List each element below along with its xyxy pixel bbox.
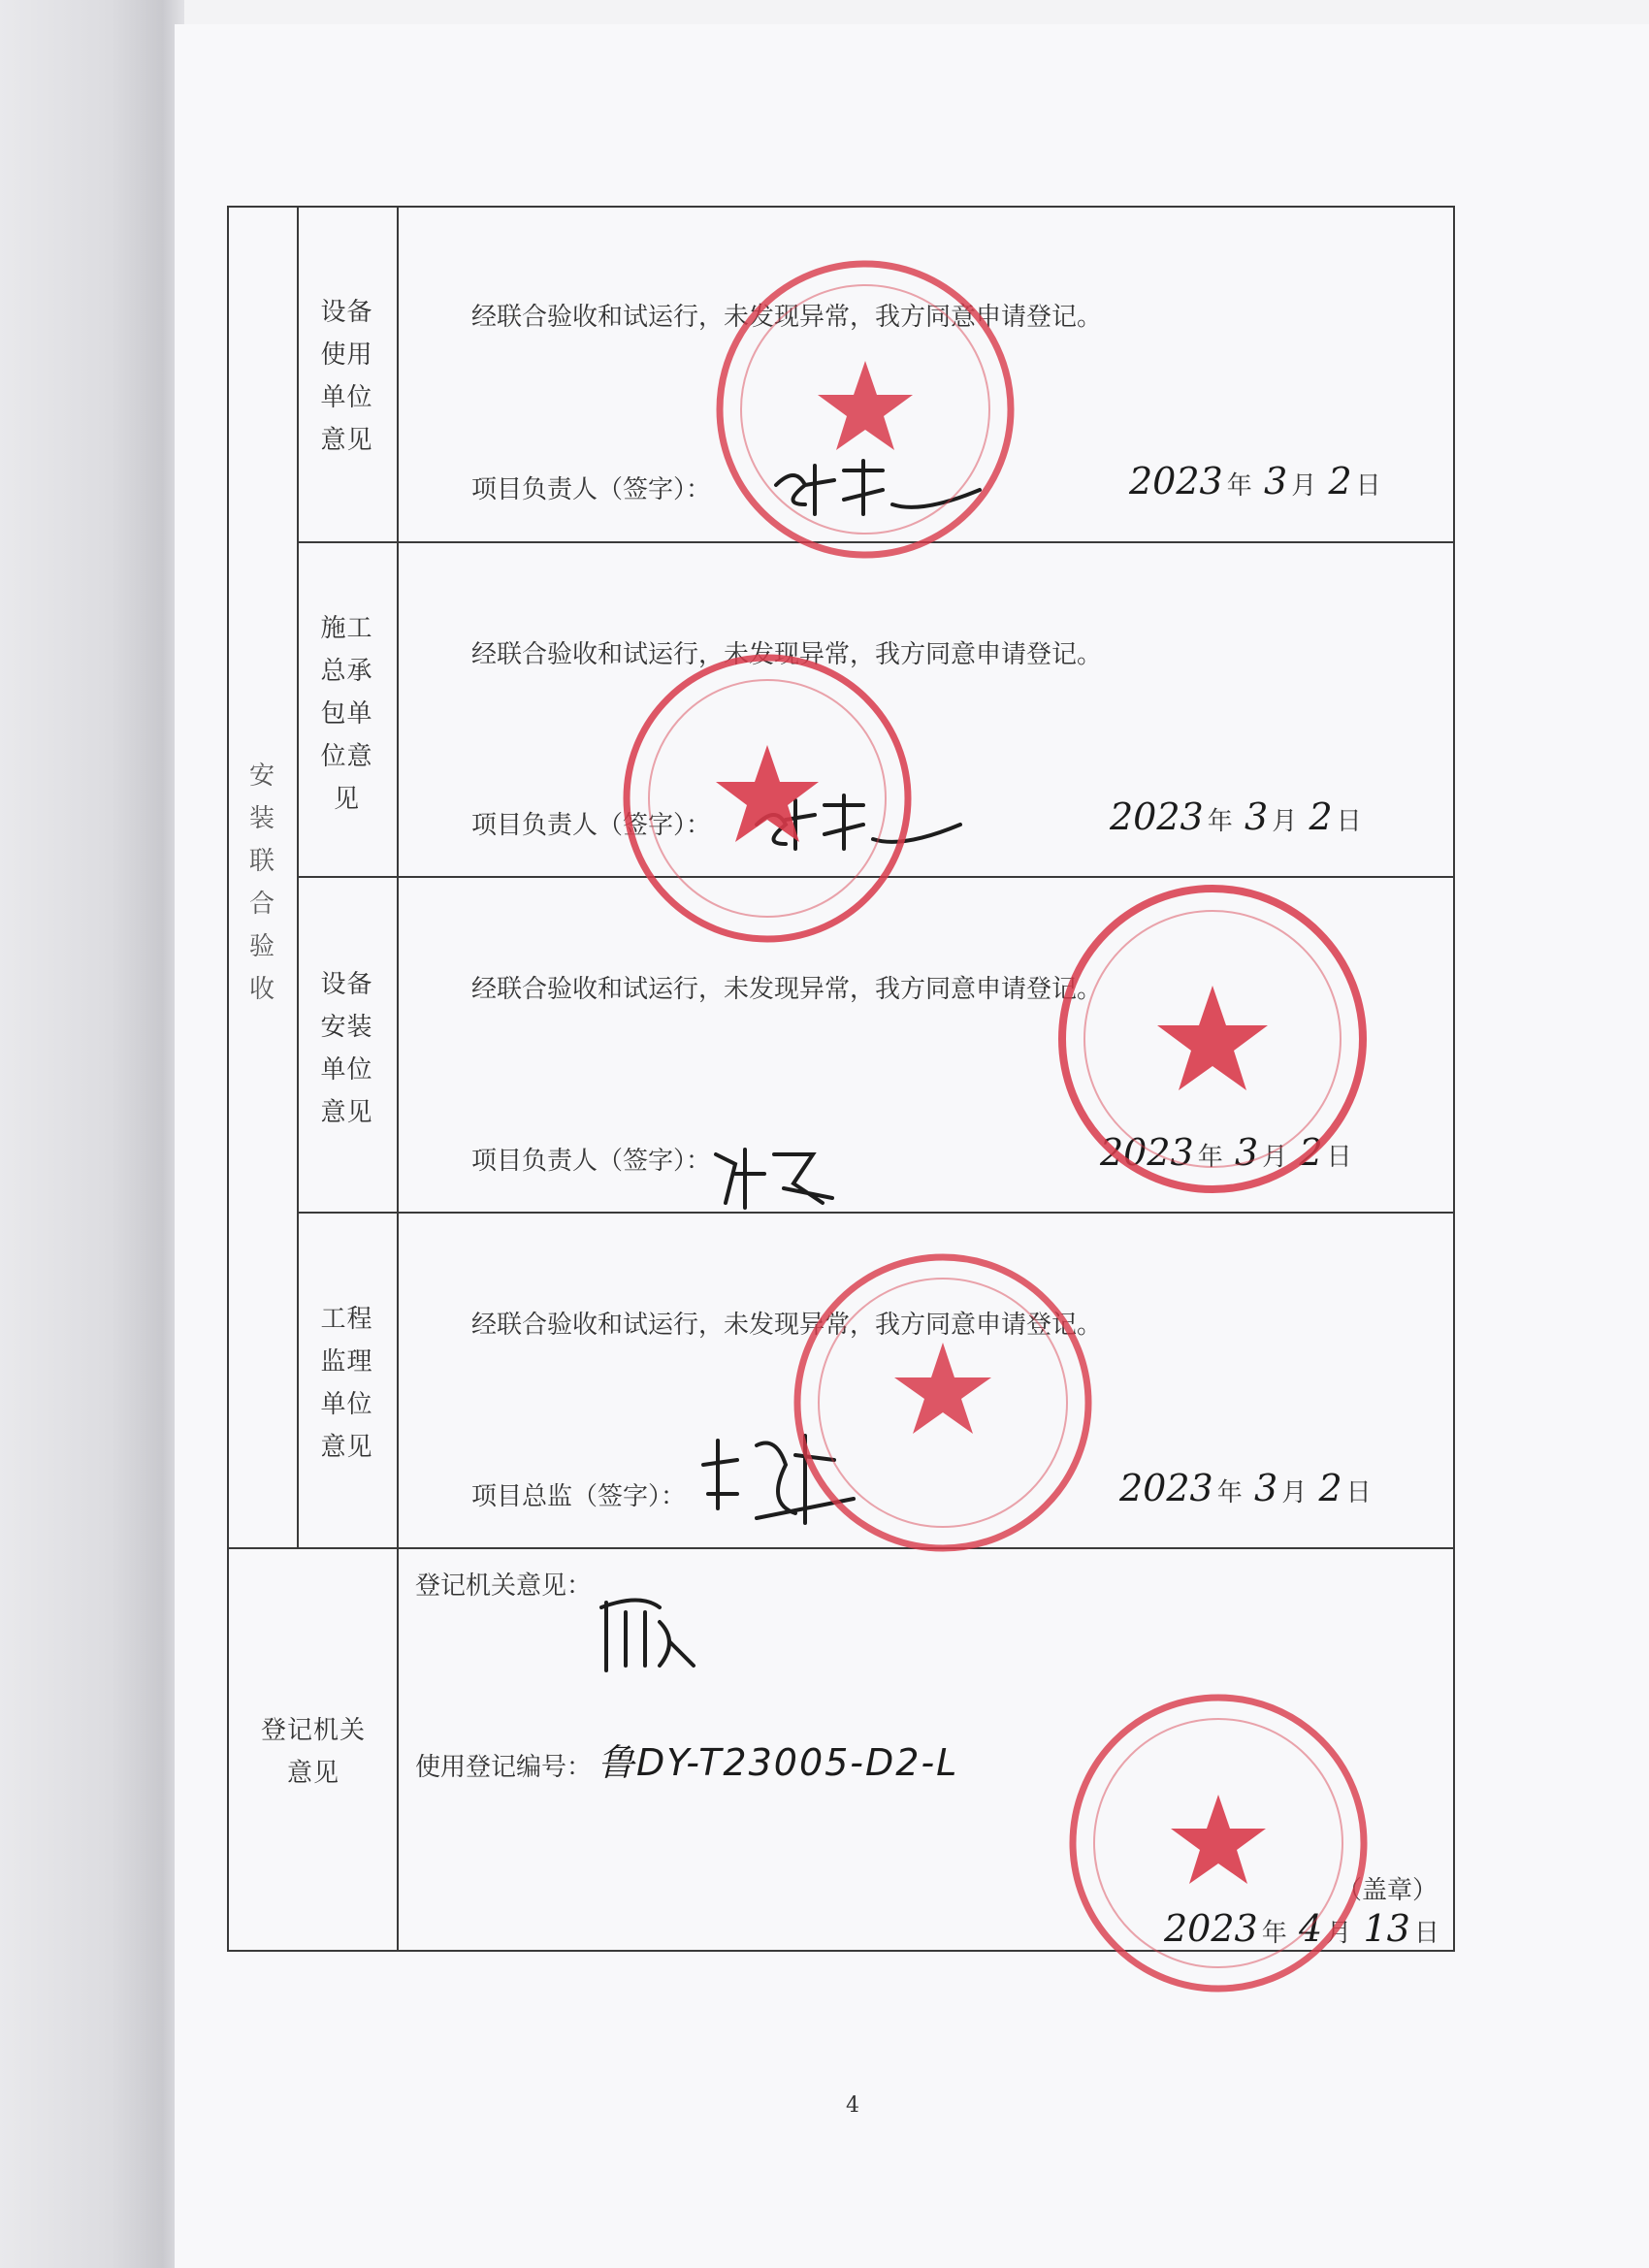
date-equipment-user: 2023 年 3 月 2 日 — [1129, 460, 1381, 502]
section-label-equipment-installer: 设备 安装 单位 意见 — [320, 970, 373, 1127]
date-day: 13 — [1363, 1907, 1410, 1950]
date-general-contractor: 2023 年 3 月 2 日 — [1110, 795, 1362, 838]
section-label-equipment-user: 设备 使用 单位 意见 — [320, 298, 373, 455]
date-year: 2023 — [1110, 795, 1204, 838]
signature-label-equipment-installer: 项目负责人（签字）： — [471, 1147, 712, 1176]
stamp-note: （盖章） — [1337, 1876, 1439, 1905]
section-opinion-equipment-installer: 经联合验收和试运行，未发现异常，我方同意申请登记。 — [471, 975, 1103, 1004]
seal-equipment-user — [710, 254, 1020, 565]
table-divider — [297, 1212, 1455, 1214]
registration-opinion-label: 登记机关意见： — [415, 1571, 593, 1601]
date-day: 2 — [1309, 795, 1333, 838]
date-equipment-installer: 2023 年 3 月 2 日 — [1100, 1131, 1352, 1174]
signature-label-general-contractor: 项目负责人（签字）： — [471, 811, 712, 840]
date-year: 2023 — [1100, 1131, 1194, 1174]
date-day: 2 — [1299, 1131, 1323, 1174]
date-day: 2 — [1328, 460, 1352, 502]
registration-number-label: 使用登记编号： — [415, 1753, 593, 1782]
date-year: 2023 — [1119, 1467, 1213, 1509]
date-month: 3 — [1264, 460, 1288, 502]
seal-supervision — [788, 1247, 1098, 1558]
seal-registration-authority — [1063, 1688, 1374, 1998]
registration-number-row — [415, 1733, 958, 1786]
seal-general-contractor — [617, 648, 918, 949]
section-label-supervision: 工程 监理 单位 意见 — [320, 1305, 373, 1462]
section-opinion-supervision: 经联合验收和试运行，未发现异常，我方同意申请登记。 — [471, 1311, 1103, 1340]
binding-shadow — [0, 0, 184, 2268]
date-month: 3 — [1235, 1131, 1259, 1174]
date-month: 3 — [1245, 795, 1269, 838]
date-day: 2 — [1318, 1467, 1342, 1509]
date-registration: 2023 年 4 月 13 日 — [1164, 1907, 1439, 1950]
page-number: 4 — [846, 2093, 859, 2118]
handwritten-signature — [592, 1583, 698, 1680]
date-supervision: 2023 年 3 月 2 日 — [1119, 1467, 1372, 1509]
registration-authority-label: 登记机关 意见 — [260, 1716, 366, 1788]
table-divider — [397, 206, 399, 1952]
date-year: 2023 — [1164, 1907, 1258, 1950]
date-month: 4 — [1299, 1907, 1323, 1950]
registration-number: 鲁DY-T23005-D2-L — [598, 1741, 959, 1784]
seal-equipment-installer — [1052, 879, 1373, 1199]
section-label-general-contractor: 施工 总承 包单 位意 见 — [320, 614, 373, 814]
date-year: 2023 — [1129, 460, 1223, 502]
date-month: 3 — [1254, 1467, 1278, 1509]
signature-label-equipment-user: 项目负责人（签字）： — [471, 475, 712, 504]
handwritten-signature — [706, 1135, 852, 1222]
installation-acceptance-label: 安 装 联 合 验 收 — [248, 761, 275, 1004]
signature-label-supervision: 项目总监（签字）： — [471, 1482, 687, 1511]
section-opinion-equipment-user: 经联合验收和试运行，未发现异常，我方同意申请登记。 — [471, 303, 1103, 332]
section-opinion-general-contractor: 经联合验收和试运行，未发现异常，我方同意申请登记。 — [471, 640, 1103, 669]
